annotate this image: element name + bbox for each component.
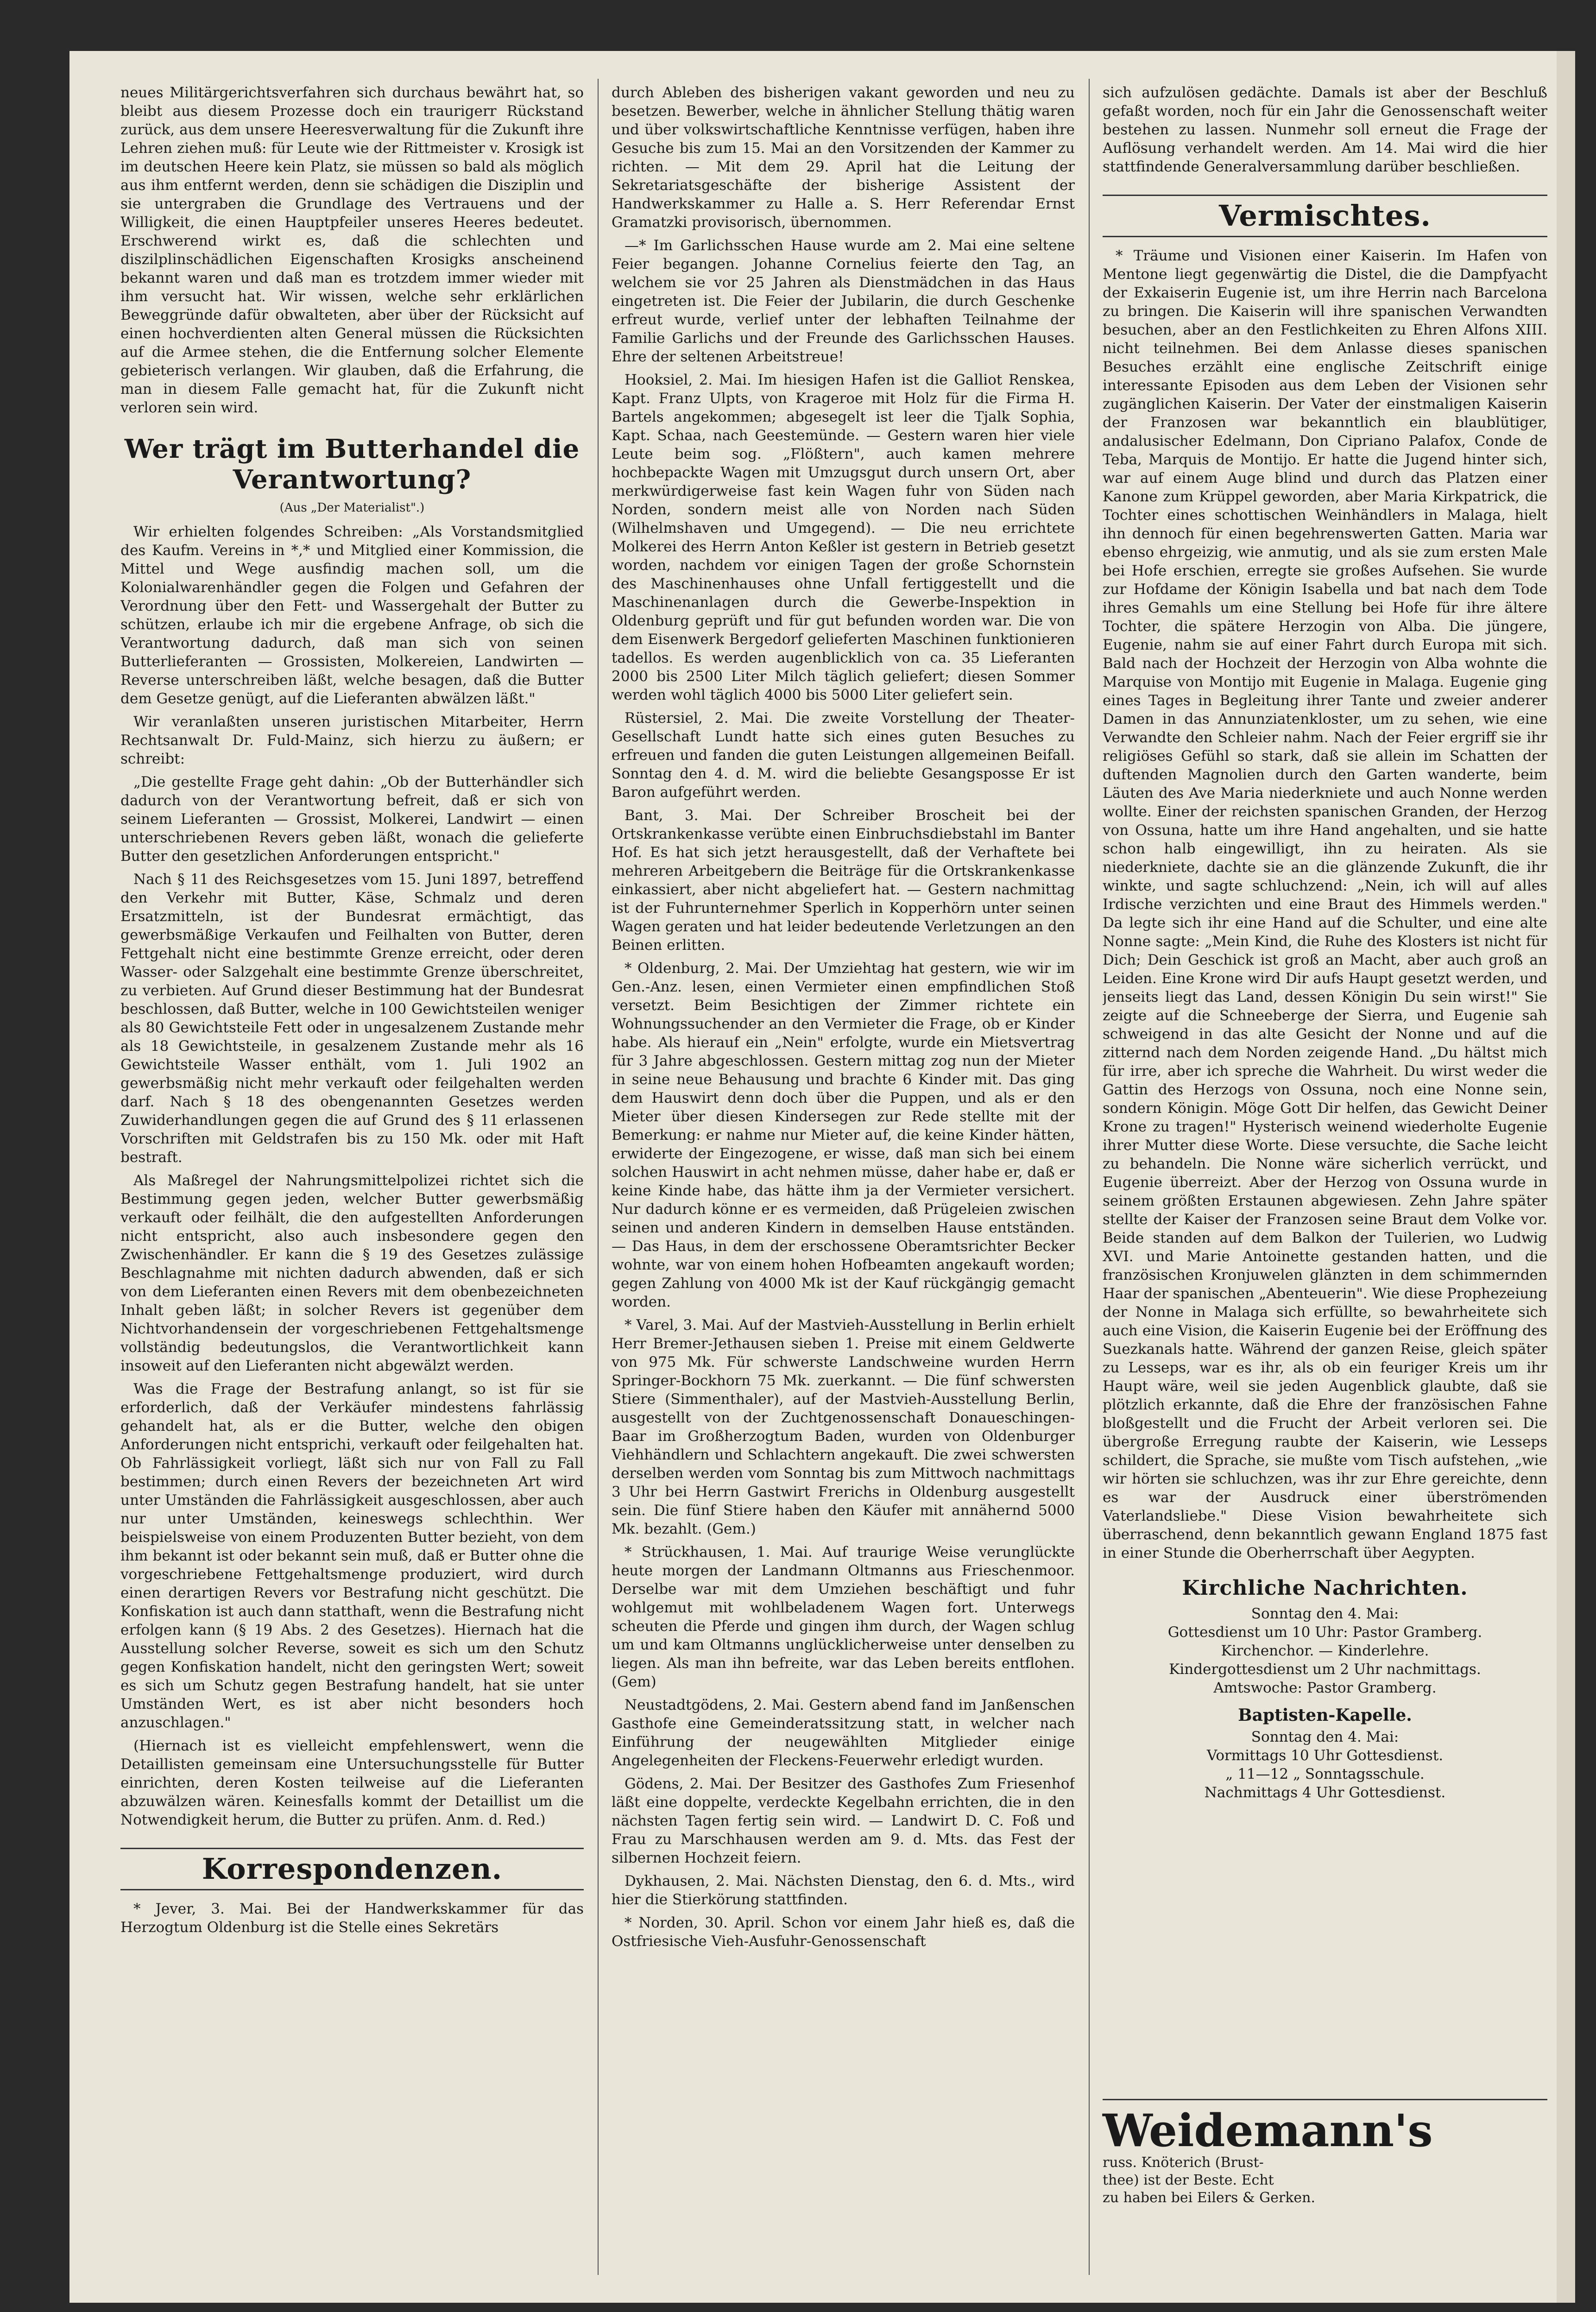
article-paragraph: neues Militärgerichtsverfahren sich durchaus bewährt hat, so bleibt aus diesem Prozesse doch ein traurigerr Rückstand zurück, aus dem unsere Heeresverwaltung für die Zukunft ihre Lehren ziehen muß: für Leute wie der Rittmeister v. Krosigk ist im deutschen Heere kein Platz, sie müssen so bald als möglich aus ihm entfernt werden, denn sie schädigen die Disziplin und sie untergraben die Grundlage des Vertrauens und der Willigkeit, die einen Hauptpfeiler unseres Heeres bedeutet. Erschwerend wirkt es, daß die schlechten und diszilplinschädlichen Eigenschaften Krosigks anscheinend bekannt waren und daß man es trotzdem immer wieder mit ihm versucht hat. Wir wissen, welche sehr erklärlichen Beweggründe dafür obwalteten, aber über der Rücksicht auf einen hochverdienten alten General müssen die Rücksichten auf die Armee stehen, die die Entfernung solcher Elemente gebieterisch verlangen. Wir glauben, daß die Erfahrung, die man in diesem Falle gemacht hat, für die Zukunft nicht verloren sein wird.: [120, 84, 584, 416]
article-paragraph: * Strückhausen, 1. Mai. Auf traurige Weise verunglückte heute morgen der Landmann Oltmanns aus Frieschenmoor. Derselbe war mit dem Umziehen beschäftigt und fuhr wohlgemut mit wohlbeladenem Wagen fort. Unterwegs scheuten die Pferde und gingen ihm durch, der Wagen schlug um und kam Oltmanns unglücklicherweise unter denselben zu liegen. Als man ihn befreite, war das Leben bereits entflohen. (Gem): [612, 1544, 1075, 1690]
column-3: [1103, 83, 1547, 2136]
column-rule: [598, 79, 599, 2275]
article-paragraph: Hooksiel, 2. Mai. Im hiesigen Hafen ist die Galliot Renskea, Kapt. Franz Ulpts, von Krageroe mit Holz für die Firma H. Bartels angekommen; abgesegelt ist leer die Tjalk Sophia, Kapt. Schaa, nach Geestemünde. — Gestern waren hier viele Leute beim sog. „Flößtern", auch kamen mehrere hochbepackte Wagen mit Umzugsgut durch unsern Ort, aber merkwürdigerweise fast kein Wagen fuhr von Süden nach Norden, sondern meist alle von Norden nach Süden (Wilhelmshaven und Umgegend). — Die neu errichtete Molkerei des Herrn Anton Keßler ist gestern in Betrieb gesetzt worden, nachdem vor einigen Tagen der große Schornstein des Maschinenhauses ohne Unfall fertiggestellt und die Maschinenanlagen durch die Gewerbe-Inspektion in Oldenburg geprüft und für gut befunden worden war. Die von dem Eisenwerk Bergedorf gelieferten Maschinen funktionieren tadellos. Es werden augenblicklich von ca. 35 Lieferanten 2000 bis 2500 Liter Milch täglich geliefert; diesen Sommer werden wohl täglich 4000 bis 5000 Liter geliefert sein.: [612, 372, 1075, 703]
article-headline: Wer trägt im Butterhandel die Verantwortung?: [124, 434, 580, 495]
article-paragraph: * Varel, 3. Mai. Auf der Mastvieh-Ausstellung in Berlin erhielt Herr Bremer-Jethausen sieben 1. Preise mit einem Geldwerte von 975 Mk. Für schwerste Landschweine wurden Herrn Springer-Bockhorn 75 Mk. zuerkannt. — Die fünf schwersten Stiere (Simmenthaler), auf der Mastvieh-Ausstellung Berlin, ausgestellt von der Zuchtgenossenschaft Donaueschingen-Baar im Großherzogtum Baden, wurden von Oldenburger Viehhändlern und Schlachtern angekauft. Die zwei schwersten derselben werden vom Sonntag bis zum Mittwoch nachmittags 3 Uhr bei Herrn Gastwirt Frerichs in Oldenburg ausgestellt sein. Die fünf Stiere haben den Käufer mit annähernd 5000 Mk. bezahlt. (Gem.): [612, 1317, 1075, 1537]
church-line: Kirchenchor. — Kinderlehre.: [1221, 1642, 1429, 1659]
article-paragraph: * Jever, 3. Mai. Bei der Handwerkskammer für das Herzogtum Oldenburg ist die Stelle eines Sekretärs: [120, 1901, 584, 1936]
article-paragraph: * Norden, 30. April. Schon vor einem Jahr hieß es, daß die Ostfriesische Vieh-Ausfuhr-Genossenschaft: [612, 1914, 1075, 1950]
newspaper-page: [69, 51, 1575, 2303]
section-heading: Korrespondenzen.: [120, 1848, 584, 1890]
article-paragraph: Bant, 3. Mai. Der Schreiber Broscheit bei der Ortskrankenkasse verübte einen Einbruchsdiebstahl im Banter Hof. Es hat sich jetzt herausgestellt, daß der Verhaftete bei mehreren Arbeitgebern die Beiträge für die Ortskrankenkasse einkassiert, aber nicht abgeliefert hat. — Gestern nachmittag ist der Fuhrunternehmer Sperlich in Kopperhörn unter seinen Wagen geraten und hat leider bedeutende Verletzungen an den Beinen erlitten.: [612, 807, 1075, 954]
article-paragraph: Wir erhielten folgendes Schreiben: „Als Vorstandsmitglied des Kaufm. Vereins in *,* und Mitglied einer Kommission, die Mittel und Wege ausfindig machen soll, um die Kolonialwarenhändler gegen die Folgen und Gefahren der Verordnung über den Fett- und Wassergehalt der Butter zu schützen, erlaube ich mir die ergebene Anfrage, ob sich die Verantwortung dadurch, daß man sich von seinen Butterlieferanten — Grossisten, Molkereien, Landwirten — Reverse unterschreiben läßt, welche besagen, daß die Butter dem Gesetze genügt, auf die Lieferanten abwälzen läßt.": [120, 524, 584, 707]
article-paragraph: sich aufzulösen gedächte. Damals ist aber der Beschluß gefaßt worden, noch für ein Jahr die Genossenschaft weiter bestehen zu lassen. Nunmehr soll erneut die Frage der Auflösung verhandelt werden. Am 14. Mai wird die hier stattfindende Generalversammlung darüber beschließen.: [1103, 84, 1547, 175]
article-paragraph: * Träume und Visionen einer Kaiserin. Im Hafen von Mentone liegt gegenwärtig die Distel, die die Dampfyacht der Exkaiserin Eugenie ist, um ihre Herrin nach Barcelona zu bringen. Die Kaiserin will ihre spanischen Verwandten besuchen, aber an den Festlichkeiten zu Ehren Alfons XIII. nicht teilnehmen. Bei dem Anlasse dieses spanischen Besuches erzählt eine englische Zeitschrift einige interessante Episoden aus dem Leben der Visionen sehr zugänglichen Kaiserin. Der Vater der einstmaligen Kaiserin der Franzosen war bekanntlich ein blaublütiger, andalusischer Edelmann, Don Cipriano Palafox, Conde de Teba, Marquis de Montijo. Er hatte die Jugend hinter sich, war auf einem Auge blind und durch das Platzen einer Kanone zum Krüppel geworden, aber Maria Kirkpatrick, die Tochter eines schottischen Weinhändlers in Malaga, hielt ihn dennoch für einen begehrenswerten Gatten. Maria war ebenso ehrgeizig, wie anmutig, und als sie zum ersten Male bei Hofe erschien, erregte sie großes Aufsehen. Sie wurde zur Hofdame der Königin Isabella und bat nach dem Tode ihres Gemahls um eine Stellung bei Hofe für ihre ältere Tochter, die spätere Herzogin von Alba. Die jüngere, Eugenie, nahm sie auf einer Fahrt durch Europa mit sich. Bald nach der Hochzeit der Herzogin von Alba wohnte die Marquise von Montijo mit Eugenie in Malaga. Eugenie ging eines Tages in Begleitung ihrer Tante und zweier anderer Damen in das Annunziatenkloster, um zu sehen, wie eine Verwandte den Schleier nahm. Nach der Feier ergriff sie ihr religiöses Gefühl so stark, daß sie allein im Schatten der duftenden Magnolien durch den Garten wanderte, beim Läuten des Ave Maria niederkniete und auch Nonne werden wollte. Einer der reichsten spanischen Granden, der Herzog von Ossuna, hatte um ihre Hand angehalten, und sie hatte schon halb eingewilligt, ihn zu heiraten. Als sie niederkniete, dachte sie an die glänzende Zukunft, die ihr winkte, und sagte schluchzend: „Nein, ich will auf alles Irdische verzichten und eine Braut des Himmels werden." Da legte sich ihr eine Hand auf die Schulter, und eine alte Nonne sagte: „Mein Kind, die Ruhe des Klosters ist nicht für Dich; Dein Geschick ist groß an Macht, aber auch groß an Leiden. Eine Krone wird Dir aufs Haupt gesetzt werden, und jenseits liegt das Land, dessen Königin Du sein wirst!" Sie zeigte auf die Schneeberge der Sierra, und Eugenie sah schweigend in das alte Gesicht der Nonne und auf die zitternd nach dem Norden zeigende Hand. „Du hältst mich für irre, aber ich spreche die Wahrheit. Du wirst weder die Gattin des Herzogs von Ossuna, noch eine Nonne sein, sondern Königin. Möge Gott Dir helfen, das Gewicht Deiner Krone zu tragen!" Hysterisch weinend wiederholte Eugenie ihrer Mutter diese Worte. Diese versuchte, die Sache leicht zu behandeln. Die Nonne wäre sicherlich verrückt, und Eugenie überreizt. Aber der Herzog von Ossuna wurde in seinem größten Erstaunen abgewiesen. Zehn Jahre später stellte der Kaiser der Franzosen seine Braut dem Volke vor. Beide standen auf dem Balkon der Tuilerien, wo Ludwig XVI. und Marie Antoinette gestanden hatten, und die französischen Kronjuwelen glänzten in dem schimmernden Haar der spanischen „Abenteuerin". Wie diese Prophezeiung der Nonne in Malaga sich erfüllte, so bewahrheitete sich auch eine Vision, die Kaiserin Eugenie bei der Eröffnung des Suezkanals hatte. Während der ganzen Reise, gleich später zu Lesseps, war es ihr, als ob ein feuriger Kreis um ihr Haupt wäre, weil sie jeden Augenblick glaubte, daß sie plötzlich erkannte, daß die Ehre der französischen Fahne bloßgestellt und die Frucht der Arbeit verloren sei. Die übergroße Erregung raubte der Kaiserin, wie Lesseps schildert, die Sprache, sie mußte vom Tisch aufstehen, „wie wir hörten sie schluchzen, was ihr zur Ehre gereichte, denn es war der Ausdruck einer überströmenden Vaterlandsliebe." Diese Vision bewahrheitete sich überraschend, denn bekanntlich gewann England 1875 fast in einer Stunde die Oberherrschaft über Aegypten.: [1103, 247, 1547, 1561]
article-paragraph: „Die gestellte Frage geht dahin: „Ob der Butterhändler sich dadurch von der Verantwortung befreit, daß er sich von seinem Lieferanten — Grossist, Molkerei, Landwirt — einen unterschriebenen Revers geben läßt, wonach die gelieferte Butter den gesetzlichen Anforderungen entspricht.": [120, 774, 584, 865]
advertisement: [1103, 2099, 1547, 2207]
article-paragraph: Gödens, 2. Mai. Der Besitzer des Gasthofes Zum Friesenhof läßt eine doppelte, verdeckte Kegelbahn errichten, die in den nächsten Tagen fertig sein wird. — Landwirt D. C. Foß und Frau zu Marschhausen werden am 9. d. Mts. das Fest der silbernen Hochzeit feiern.: [612, 1775, 1075, 1866]
article-source: (Aus „Der Materialist".): [279, 501, 425, 515]
ad-text: zu haben bei Eilers & Gerken.: [1103, 2190, 1315, 2206]
church-line: Kindergottesdienst um 2 Uhr nachmittags.: [1169, 1661, 1481, 1678]
article-paragraph: —* Im Garlichsschen Hause wurde am 2. Mai eine seltene Feier begangen. Johanne Cornelius feierte den Tag, an welchem sie vor 25 Jahren als Dienstmädchen in das Haus eingetreten ist. Die Feier der Jubilarin, die durch Geschenke erfreut wurde, verlief unter der lebhaften Teilnahme der Familie Garlichs und der Freunde des Garlichsschen Hauses. Ehre der seltenen Arbeitstreue!: [612, 237, 1075, 365]
ad-text: russ. Knöterich (Brust-: [1103, 2154, 1264, 2171]
baptist-title: Baptisten-Kapelle.: [1238, 1706, 1412, 1725]
article-paragraph: Rüstersiel, 2. Mai. Die zweite Vorstellung der Theater-Gesellschaft Lundt hatte sich eines guten Besuches zu erfreuen und fanden die guten Leistungen allgemeinen Beifall. Sonntag den 4. d. M. wird die beliebte Gesangsposse Er ist Baron aufgeführt werden.: [612, 710, 1075, 801]
church-line: „ 11—12 „ Sonntagsschule.: [1225, 1766, 1425, 1782]
page-edge: [1557, 51, 1575, 2303]
church-line: Amtswoche: Pastor Gramberg.: [1213, 1680, 1437, 1696]
article-paragraph: durch Ableben des bisherigen vakant geworden und neu zu besetzen. Bewerber, welche in ähnlicher Stellung thätig waren und über volkswirtschaftliche Kenntnisse verfügen, haben ihre Gesuche bis zum 15. Mai an den Vorsitzenden der Kammer zu richten. — Mit dem 29. April hat die Leitung der Sekretariatsgeschäfte der bisherige Assistent der Handwerkskammer zu Halle a. S. Herr Referendar Ernst Gramatzki provisorisch, übernommen.: [612, 84, 1075, 231]
church-line: Sonntag den 4. Mai:: [1251, 1605, 1399, 1622]
church-notices: [1103, 1576, 1547, 1802]
article-paragraph: Was die Frage der Bestrafung anlangt, so ist für sie erforderlich, daß der Verkäufer mindestens fahrlässig gehandelt hat, als er die Butter, welche den obigen Anforderungen nicht entsprichi, verkauft oder feilgehalten hat. Ob Fahrlässigkeit vorliegt, läßt sich nur von Fall zu Fall bestimmen; durch einen Revers der bezeichneten Art wird unter Umständen die Fahrlässigkeit ausgeschlossen, aber auch nur unter Umständen, keineswegs schlechthin. Wer beispielsweise von einem Produzenten Butter bezieht, von dem ihm bekannt ist oder bekannt sein muß, daß er Butter ohne die vorgeschriebene Fettgehaltsmenge produziert, wird durch einen derartigen Revers vor Bestrafung nicht geschützt. Die Konfiskation ist auch dann statthaft, wenn die Bestrafung nicht erfolgen kann (§ 19 Abs. 2 des Gesetzes). Hiernach hat die Ausstellung solcher Reverse, soweit es sich um den Schutz gegen Konfiskation handelt, nicht den geringsten Wert; soweit es sich um Schutz gegen Bestrafung handelt, hat sie unter Umständen Wert, es ist aber nicht besonders hoch anzuschlagen.": [120, 1381, 584, 1731]
article-paragraph: Dykhausen, 2. Mai. Nächsten Dienstag, den 6. d. Mts., wird hier die Stierkörung stattfinden.: [612, 1873, 1075, 1908]
article-paragraph: * Oldenburg, 2. Mai. Der Umziehtag hat gestern, wie wir im Gen.-Anz. lesen, einen Vermieter einen empfindlichen Stoß versetzt. Beim Besichtigen der Zimmer richtete ein Wohnungssuchender an den Vermieter die Frage, ob er Kinder habe. Als hierauf ein „Nein" erfolgte, wurde ein Mietsvertrag für 3 Jahre abgeschlossen. Gestern mittag zog nun der Mieter in seine neue Behausung und brachte 6 Kinder mit. Das ging dem Hauswirt denn doch über die Puppen, und als er den Mieter über diesen Kindersegen zur Rede stellte mit der Bemerkung: er nahme nur Mieter auf, die keine Kinder hätten, erwiderte der Eingezogene, er wisse, daß man sich bei einem solchen Hauswirt in acht nehmen müsse, daher habe er, daß er keine Kinde habe, das hätte ihm ja der Vermieter versichert. Nur dadurch könne er es vermeiden, daß Prügeleien zwischen seinen und anderen Kindern in demselben Hause entständen. — Das Haus, in dem der erschossene Oberamtsrichter Becker wohnte, war von einem hohen Hofbeamten angekauft worden; gegen Zahlung von 4000 Mk ist der Kauf rückgängig gemacht worden.: [612, 960, 1075, 1310]
column-1: [120, 83, 584, 2275]
church-line: Gottesdienst um 10 Uhr: Pastor Gramberg.: [1167, 1624, 1482, 1641]
church-line: Nachmittags 4 Uhr Gottesdienst.: [1204, 1784, 1446, 1801]
article-paragraph: (Hiernach ist es vielleicht empfehlenswert, wenn die Detaillisten gemeinsam eine Untersuchungsstelle für Butter einrichten, deren Kosten teilweise auf die Lieferanten abzuwälzen wären. Keinesfalls kommt der Detaillist um die Notwendigkeit herum, die Butter zu prüfen. Anm. d. Red.): [120, 1737, 584, 1828]
article-paragraph: Wir veranlaßten unseren juristischen Mitarbeiter, Herrn Rechtsanwalt Dr. Fuld-Mainz, sich hierzu zu äußern; er schreibt:: [120, 714, 584, 767]
church-title: Kirchliche Nachrichten.: [1182, 1576, 1468, 1600]
column-2: [612, 83, 1075, 2275]
church-line: Vormittags 10 Uhr Gottesdienst.: [1206, 1747, 1444, 1764]
column-rule: [1089, 79, 1090, 2275]
ad-text: thee) ist der Beste. Echt: [1103, 2172, 1274, 2188]
church-line: Sonntag den 4. Mai:: [1251, 1729, 1399, 1745]
article-paragraph: Als Maßregel der Nahrungsmittelpolizei richtet sich die Bestimmung gegen jeden, welcher Butter gewerbsmäßig verkauft oder feilhält, die den aufgestellten Anforderungen nicht entspricht, also auch insbesondere gegen den Zwischenhändler. Er kann die § 19 des Gesetzes zulässige Beschlagnahme mit nichten dadurch abwenden, daß er sich von dem Lieferanten einen Revers mit dem obenbezeichneten Inhalt geben läßt; in solcher Revers ist gegenüber dem Nichtvorhandensein der vorgeschriebenen Fettgehaltsmenge vollständig bedeutungslos, die Verantwortlichkeit kann insoweit auf den Lieferanten nicht abgewälzt werden.: [120, 1172, 584, 1374]
article-paragraph: Nach § 11 des Reichsgesetzes vom 15. Juni 1897, betreffend den Verkehr mit Butter, Käse, Schmalz und deren Ersatzmitteln, ist der Bundesrat ermächtigt, das gewerbsmäßige Verkaufen und Feilhalten von Butter, deren Fettgehalt nicht eine bestimmte Grenze erreicht, oder deren Wasser- oder Salzgehalt eine bestimmte Grenze überschreitet, zu verbieten. Auf Grund dieser Bestimmung hat der Bundesrat beschlossen, daß Butter, welche in 100 Gewichtsteilen weniger als 80 Gewichtsteile Fett oder in ungesalzenem Zustande mehr als 18 Gewichtsteile, in gesalzenem Zustande mehr als 16 Gewichtsteile Wasser enthält, vom 1. Juli 1902 an gewerbsmäßig nicht mehr verkauft oder feilgehalten werden darf. Nach § 18 des obengenannten Gesetzes werden Zuwiderhandlungen gegen die auf Grund des § 11 erlassenen Vorschriften mit Geldstrafen bis zu 150 Mk. oder mit Haft bestraft.: [120, 871, 584, 1166]
article-paragraph: Neustadtgödens, 2. Mai. Gestern abend fand im Janßenschen Gasthofe eine Gemeinderatssitzung statt, in welcher nach Einführung der neugewählten Mitglieder einige Angelegenheiten der Fleckens-Feuerwehr erledigt wurden.: [612, 1697, 1075, 1769]
ad-brand: Weidemann's: [1103, 2104, 1433, 2157]
section-heading: Vermischtes.: [1103, 195, 1547, 237]
